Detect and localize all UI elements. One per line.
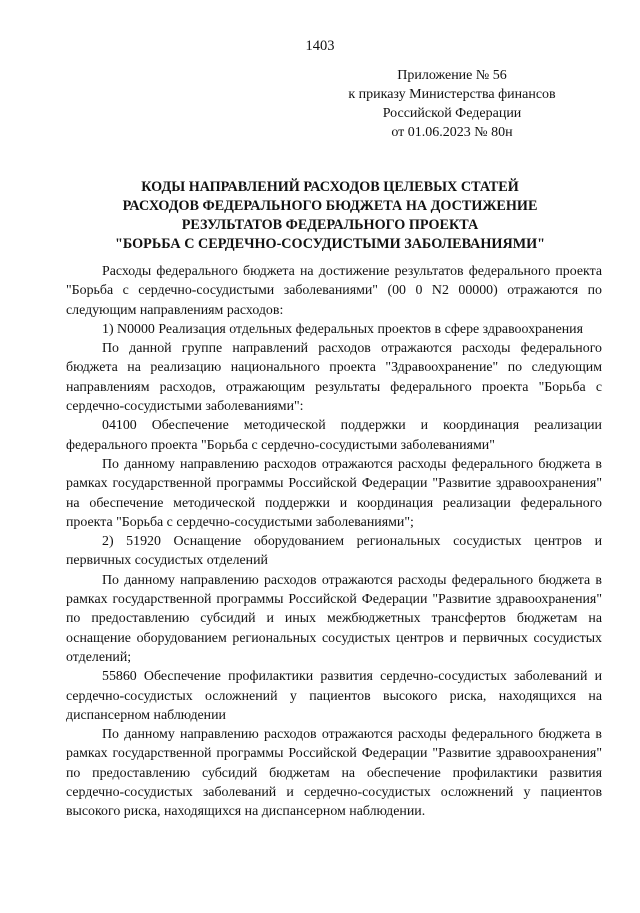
item-2-heading: 2) 51920 Оснащение оборудованием региональных сосудистых центров и первичных сосудистых отделений [66, 534, 602, 569]
document-body [66, 262, 602, 822]
code-55860-description: По данному направлению расходов отражаются расходы федерального бюджета в рамках государственной программы Российской Федерации "Развитие здравоохранения" по предоставлению субсидий бюджетам на обеспечение профилактики развития сердечно-сосудистых заболеваний и сердечно-сосудистых осложнений у пациентов высокого риска, находящихся на диспансерном наблюдении. [66, 727, 602, 820]
annex-header [332, 66, 572, 142]
title-line: РЕЗУЛЬТАТОВ ФЕДЕРАЛЬНОГО ПРОЕКТА [181, 217, 479, 233]
code-51920-description: По данному направлению расходов отражаются расходы федерального бюджета в рамках государственной программы Российской Федерации "Развитие здравоохранения" по предоставлению субсидий и иных межбюджетных трансфертов бюджетам на оснащение оборудованием региональных сосудистых центров и первичных сосудистых отделений; [66, 572, 602, 665]
intro-paragraph: Расходы федерального бюджета на достижение результатов федерального проекта "Борьба с сердечно-сосудистыми заболеваниями" (00 0 N2 00000) отражаются по следующим направлениям расходов: [66, 264, 602, 318]
title-line: КОДЫ НАПРАВЛЕНИЙ РАСХОДОВ ЦЕЛЕВЫХ СТАТЕЙ [141, 179, 519, 195]
code-04100-description: По данному направлению расходов отражаются расходы федерального бюджета в рамках государственной программы Российской Федерации "Развитие здравоохранения" на обеспечение методической поддержки и координация реализации федерального проекта "Борьба с сердечно-сосудистыми заболеваниями"; [66, 456, 602, 530]
code-04100-heading: 04100 Обеспечение методической поддержки и координация реализации федерального проекта "Борьба с сердечно-сосудистыми заболеваниями" [66, 418, 602, 453]
annex-date: от 01.06.2023 № 80н [391, 125, 513, 140]
group-description-paragraph: По данной группе направлений расходов отражаются расходы федерального бюджета на реализацию национального проекта "Здравоохранение" по следующим направлениям расходов, отражающим результаты федерального проекта "Борьба с сердечно-сосудистыми заболеваниями": [66, 341, 602, 415]
annex-number: Приложение № 56 [397, 68, 507, 83]
title-line: РАСХОДОВ ФЕДЕРАЛЬНОГО БЮДЖЕТА НА ДОСТИЖЕНИЕ [122, 198, 538, 214]
title-line: "БОРЬБА С СЕРДЕЧНО-СОСУДИСТЫМИ ЗАБОЛЕВАНИЯМИ" [114, 236, 546, 252]
annex-country: Российской Федерации [382, 106, 522, 121]
page-number: 1403 [305, 38, 335, 54]
item-1-heading: 1) N0000 Реализация отдельных федеральных проектов в сфере здравоохранения [102, 321, 584, 337]
annex-order-ref: к приказу Министерства финансов [348, 87, 556, 102]
document-title [60, 178, 600, 254]
code-55860-heading: 55860 Обеспечение профилактики развития сердечно-сосудистых заболеваний и сердечно-сосудистых осложнений у пациентов высокого риска, находящихся на диспансерном наблюдении [66, 669, 602, 723]
